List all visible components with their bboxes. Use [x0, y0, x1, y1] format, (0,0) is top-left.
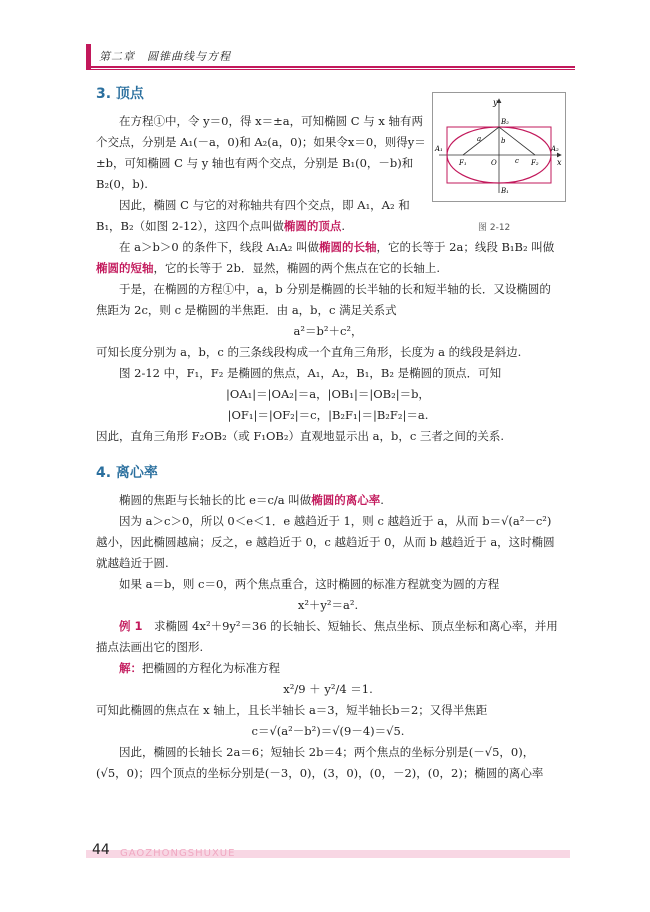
label-a2: A₂: [551, 145, 559, 153]
equation-abc: a²＝b²＋c²，: [293, 324, 363, 338]
label-f1: F₁: [459, 159, 467, 167]
sec3-paragraph-1: 在方程①中，令 y＝0，得 x＝±a，可知椭圆 C 与 x 轴有两个交点，分别是 A₁(－a，0)和 A₂(a，0)；如果令x＝0，则得y＝±b，可知椭圆 C 与 y 轴也有两个交点，分别是 B₁(0，－b)和 B₂(0，b).: [96, 114, 426, 191]
page-content: [96, 84, 560, 784]
term-major-axis: 椭圆的长轴: [319, 240, 377, 254]
example-1: 例 1 求椭圆 4x²＋9y²＝36 的长轴长、短轴长、焦点坐标、顶点坐标和离心率，并用描点法画出它的图形.: [96, 619, 558, 654]
sec3-paragraph-7: 因此，直角三角形 F₂OB₂（或 F₁OB₂）直观地显示出 a，b，c 三者之间的关系.: [96, 429, 505, 443]
section-3-title: 3. 顶点: [96, 86, 144, 102]
solution: 解：把椭圆的方程化为标准方程: [119, 661, 280, 675]
header-rule-thin: [91, 69, 575, 70]
sec4-paragraph-5: 因此，椭圆的长轴长 2a＝6；短轴长 2b＝4；两个焦点的坐标分别是(－√5，0)，(√5，0)；四个顶点的坐标分别是(－3，0)，(3，0)，(0，－2)，(0，2)；椭圆的离心率: [96, 745, 544, 780]
sec3-paragraph-3: 在 a＞b＞0 的条件下，线段 A₁A₂ 叫做椭圆的长轴，它的长等于 2a；线段 B₁B₂ 叫做椭圆的短轴，它的长等于 2b．显然，椭圆的两个焦点在它的长轴上.: [96, 240, 555, 275]
label-a: a: [477, 135, 482, 143]
label-b: b: [501, 137, 506, 145]
label-b2: B₂: [501, 118, 509, 126]
example-label: 例 1: [119, 619, 143, 633]
equation-standard: x²/9 ＋ y²/4 ＝1.: [283, 682, 373, 696]
section-4-title: 4. 离心率: [96, 465, 158, 481]
label-c: c: [515, 157, 519, 165]
chapter-title: 第二章 圆锥曲线与方程: [99, 50, 231, 63]
term-eccentricity: 椭圆的离心率: [311, 493, 381, 507]
sec4-paragraph-1: 椭圆的焦距与长轴长的比 e＝c/a 叫做椭圆的离心率.: [119, 493, 384, 507]
label-a1: A₁: [435, 145, 443, 153]
figure-caption: 图 2-12: [478, 223, 511, 233]
equation-c: c＝√(a²－b²)＝√(9－4)＝√5.: [251, 724, 405, 738]
label-b1: B₁: [501, 187, 509, 195]
sec4-paragraph-2: 因为 a＞c＞0，所以 0＜e＜1．e 越趋近于 1，则 c 越趋近于 a，从而 b＝√(a²－c²) 越小，因此椭圆越扁；反之，e 越趋近于 0，c 越趋近于 0，从而 b 越趋近于 a，这时椭圆就越趋近于圆.: [96, 514, 555, 570]
equation-oa-ob: |OA₁|＝|OA₂|＝a，|OB₁|＝|OB₂|＝b，: [226, 387, 430, 401]
label-y: y: [493, 98, 498, 107]
sec3-paragraph-6: 图 2-12 中，F₁，F₂ 是椭圆的焦点，A₁，A₂，B₁，B₂ 是椭圆的顶点．可知: [119, 366, 502, 380]
sec3-paragraph-2: 因此，椭圆 C 与它的对称轴共有四个交点，即 A₁，A₂ 和 B₁，B₂（如图 2-12），这四个点叫做椭圆的顶点.: [96, 198, 410, 233]
sec4-paragraph-3: 如果 a＝b，则 c＝0，两个焦点重合，这时椭圆的标准方程就变为圆的方程: [119, 577, 500, 591]
label-f2: F₂: [531, 159, 539, 167]
label-origin: O: [491, 159, 497, 167]
label-x: x: [557, 158, 562, 167]
footer-logo: GAOZHONGSHUXUE: [120, 848, 236, 859]
page-header: [86, 44, 575, 70]
term-minor-axis: 椭圆的短轴: [96, 261, 154, 275]
solution-label: 解：: [119, 661, 142, 675]
sec3-paragraph-4: 于是，在椭圆的方程①中，a，b 分别是椭圆的长半轴的长和短半轴的长．又设椭圆的焦距为 2c，则 c 是椭圆的半焦距．由 a，b，c 满足关系式: [96, 282, 551, 317]
term-vertex: 椭圆的顶点: [283, 219, 342, 233]
page-footer: [0, 842, 650, 864]
header-rule: [91, 66, 575, 68]
equation-of-bf: |OF₁|＝|OF₂|＝c，|B₂F₁|＝|B₂F₂|＝a.: [227, 408, 429, 422]
sec4-paragraph-4: 可知此椭圆的焦点在 x 轴上，且长半轴长 a＝3，短半轴长b＝2；又得半焦距: [96, 703, 488, 717]
equation-circle: x²＋y²＝a².: [297, 598, 359, 612]
sec3-paragraph-5: 可知长度分别为 a，b，c 的三条线段构成一个直角三角形，长度为 a 的线段是斜边.: [96, 345, 522, 359]
page-number: 44: [92, 842, 110, 858]
